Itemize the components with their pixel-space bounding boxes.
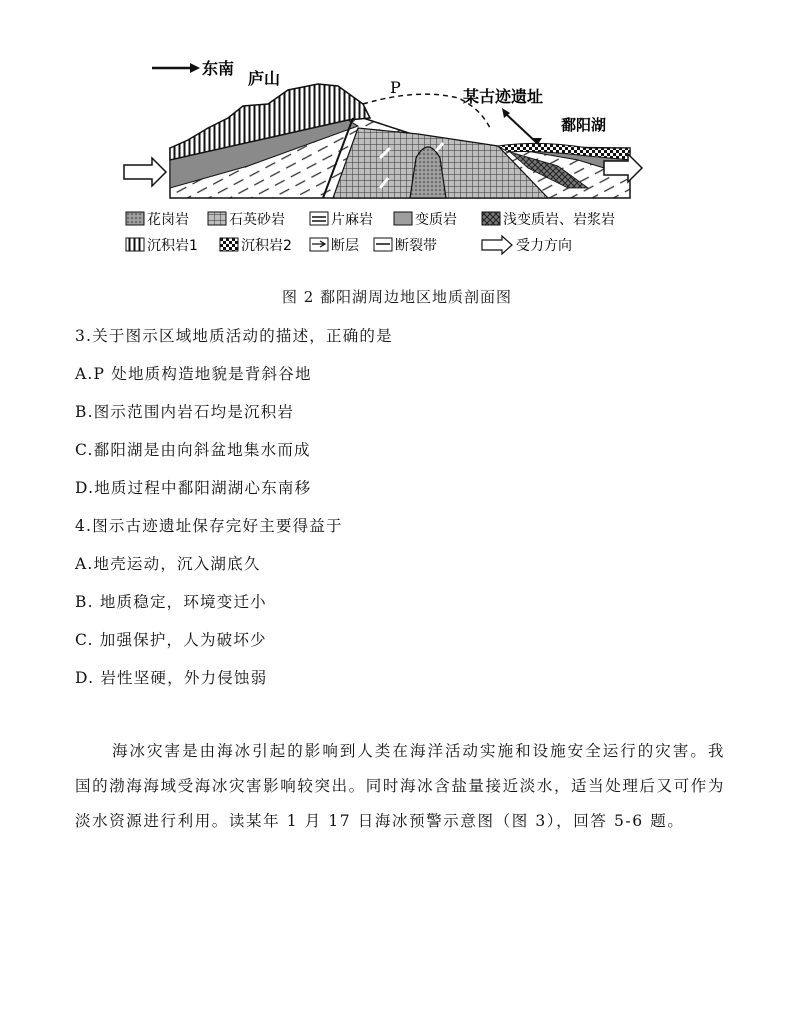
svg-text:断层: 断层 — [331, 238, 359, 254]
legend-item — [126, 211, 189, 228]
question-3-option-d: D.地质过程中鄱阳湖湖心东南移 — [75, 479, 312, 497]
site-label: 某古迹遗址 — [463, 87, 544, 106]
legend-item — [374, 237, 437, 254]
legend-item — [310, 238, 359, 254]
question-4-option-d: D. 岩性坚硬，外力侵蚀弱 — [75, 669, 268, 687]
svg-text:断裂带: 断裂带 — [395, 238, 437, 254]
point-label: P — [390, 78, 401, 97]
left-force-arrow — [124, 158, 166, 186]
shallow-metamorphic-swatch — [482, 212, 500, 225]
svg-text:石英砂岩: 石英砂岩 — [229, 212, 285, 228]
svg-text:浅变质岩、岩浆岩: 浅变质岩、岩浆岩 — [503, 212, 615, 228]
legend-item — [394, 211, 457, 228]
legend-item — [208, 211, 285, 228]
metamorphic-swatch — [394, 212, 412, 225]
question-3-option-a: A.P 处地质构造地貌是背斜谷地 — [75, 365, 312, 383]
question-4-option-c: C. 加强保护，人为破坏少 — [75, 631, 267, 649]
legend-item — [220, 237, 292, 254]
svg-text:片麻岩: 片麻岩 — [331, 212, 373, 228]
question-3-option-c: C.鄱阳湖是由向斜盆地集水而成 — [75, 441, 311, 459]
force-arrow-swatch — [482, 236, 512, 254]
question-3-stem: 3.关于图示区域地质活动的描述，正确的是 — [75, 327, 393, 345]
geological-section-figure — [118, 48, 644, 264]
sedimentary2-swatch — [220, 238, 238, 251]
direction-arrow — [152, 63, 200, 73]
question-4-stem: 4.图示古迹遗址保存完好主要得益于 — [75, 517, 343, 535]
figure-caption: 图 2 鄱阳湖周边地区地质剖面图 — [281, 288, 513, 306]
question-4-option-a: A.地壳运动，沉入湖底久 — [75, 555, 261, 573]
mountain-label: 庐山 — [248, 69, 281, 88]
legend-item — [482, 211, 615, 228]
lake-label: 鄱阳湖 — [561, 116, 607, 134]
question-4-option-b: B. 地质稳定，环境变迁小 — [75, 593, 267, 611]
sedimentary1-swatch — [126, 238, 144, 251]
gneiss-swatch — [310, 212, 328, 225]
legend-item — [126, 237, 198, 254]
legend-item — [482, 236, 572, 254]
svg-text:沉积岩2: 沉积岩2 — [241, 238, 292, 254]
quartz-sandstone-swatch — [208, 212, 226, 225]
svg-text:沉积岩1: 沉积岩1 — [147, 238, 198, 254]
legend — [126, 211, 615, 254]
cross-section — [170, 84, 630, 198]
question-3-option-b: B.图示范围内岩石均是沉积岩 — [75, 403, 295, 421]
granite-swatch — [126, 212, 144, 225]
svg-text:变质岩: 变质岩 — [415, 212, 457, 228]
legend-item — [310, 211, 373, 228]
svg-text:受力方向: 受力方向 — [516, 238, 572, 254]
svg-text:花岗岩: 花岗岩 — [147, 212, 189, 228]
sea-ice-passage: 海冰灾害是由海冰引起的影响到人类在海洋活动实施和设施安全运行的灾害。我国的渤海海域受海冰灾害影响较突出。同时海冰含盐量接近淡水，适当处理后又可作为淡水资源进行利用。读某年 1 月 17 日海冰预警示意图（图 3），回答 5-6 题。 — [75, 742, 725, 830]
direction-label: 东南 — [202, 59, 235, 78]
